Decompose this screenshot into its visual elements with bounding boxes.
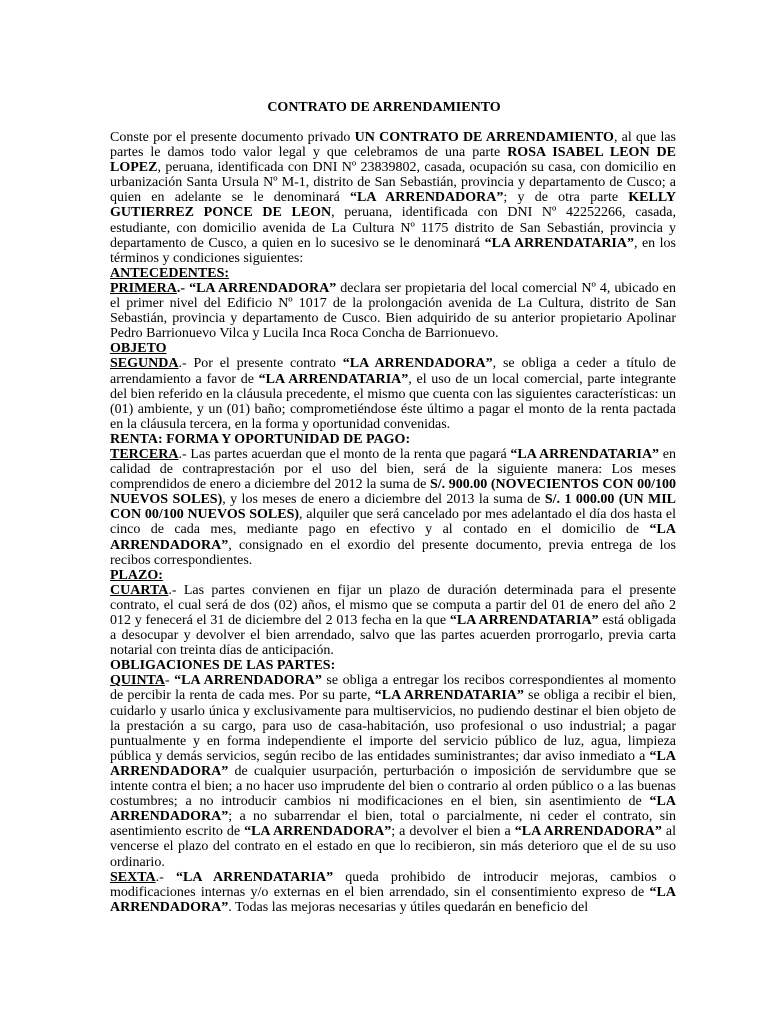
text-run: , peruana, identificada con DNI Nº 42252266, casada, estudiante, con domicilio avenida de La Cultura Nº 1175 distrito de San Sebastián, provincia y departamento de Cusco, a quien en lo sucesivo se le denominará (110, 205, 676, 251)
text-run: , peruana, identificada con DNI Nº 23839802, casada, ocupación su casa, con domicilio en urbanización Santa Ursula Nº M-1, distrito de San Sebastián, provincia y departamento de Cusco; a quien en adelante se le denominará (110, 160, 676, 206)
bold-run: “LA ARRENDADORA” (189, 280, 337, 296)
text-run: ; a devolver el bien a (391, 824, 515, 840)
bold-run: “LA ARRENDATARIA” (175, 869, 334, 885)
bold-run: “LA ARRENDATARIA” (484, 235, 634, 251)
text-run: se obliga a recibir el bien, cuidarlo y usarlo única y exclusivamente para multiservicios, no pudiendo destinar el bien objeto de la prestación a su cargo, para uso de casa-habitación, uso profesional o uso industrial; a pagar puntualmente y en forma independiente el importe del servicio público de luz, agua, limpieza pública y demás servicios, según recibo de las entidades suministrantes; dar aviso inmediato a (110, 688, 676, 764)
bold-run: “LA ARRENDADORA” (342, 356, 493, 372)
bold-run: “LA ARRENDATARIA” (374, 688, 524, 704)
clause-cuarta (110, 583, 676, 658)
text-run: , el uso de un local comercial, parte integrante del bien referido en la cláusula precedente, el mismo que cuenta con las siguientes características: un (01) ambiente, y un (01) baño; comprometiéndose éste último a pagar el monto de la renta pactada en la cláusula tercera, en la forma y oportunidad convenidas. (110, 371, 676, 432)
text-run: .- Las partes acuerdan que el monto de la renta que pagará (178, 446, 511, 462)
text-run: al vencerse el plazo del contrato en el estado en que lo recibieron, sin más deterioro que el de su uso ordinario. (110, 824, 677, 870)
intro-paragraph (110, 130, 676, 266)
bold-run: “LA ARRENDADORA” (110, 522, 676, 553)
text-run: está obligada a desocupar y devolver el bien arrendado, salvo que las partes acuerden prorrogarlo, previa carta notarial con treinta días de anticipación. (110, 613, 676, 659)
clause-label: TERCERA (110, 446, 179, 462)
document-title: CONTRATO DE ARRENDAMIENTO (267, 100, 501, 115)
text-run: Conste por el presente documento privado (110, 130, 355, 145)
text-run: en calidad de contraprestación por el uso del bien, será de la siguiente manera: Los meses comprendidos de enero a diciembre del 2012 la suma de (110, 446, 676, 493)
bold-run: “LA ARRENDATARIA” (258, 371, 409, 387)
bold-run: “LA ARRENDATARIA” (449, 613, 599, 628)
clause-label: CUARTA (110, 582, 169, 598)
text-run: .- Las partes convienen en fijar un plazo de duración determinada para el presente contrato, el cual será de dos (02) años, el mismo que se computa a partir del 01 de enero del año 2 012 y fenecerá el 31 de diciembre del 2 013 fecha en la que (110, 582, 676, 628)
bold-run: “LA ARRENDADORA” (174, 673, 322, 689)
text-run: declara ser propietaria del local comercial Nº 4, ubicado en el primer nivel del Edificio Nº 1017 de la prolongación avenida de La Cultura, distrito de San Sebastián, provincia y departamento de Cusco. Bien adquirido de su anterior propietario Apolinar Pedro Barrionuevo Vilca y Lucila Inca Roca Concha de Barrionuevo. (110, 280, 676, 342)
clause-tercera (110, 447, 676, 568)
clause-label: SEGUNDA (110, 356, 179, 372)
clause-label: QUINTA (110, 673, 165, 689)
text-run: .- (155, 869, 176, 885)
bold-run: UN CONTRATO DE ARRENDAMIENTO (354, 130, 614, 145)
text-run: , alquiler que será cancelado por mes adelantado el día dos hasta el cinco de cada mes, mediante pago en efectivo y al contado en el domicilio de (110, 507, 676, 538)
party-name-arrendadora: ROSA ISABEL LEON DE LOPEZ (110, 145, 676, 176)
bold-run: “LA ARRENDADORA” (110, 884, 676, 915)
section-heading-plazo: PLAZO: (110, 567, 163, 583)
bold-run: “LA ARRENDADORA” (514, 824, 662, 840)
bold-run: “LA ARRENDADORA” (110, 748, 676, 779)
bold-run: “LA ARRENDADORA” (350, 190, 504, 206)
bold-run: “LA ARRENDADORA” (110, 794, 676, 825)
text-run: , al que las partes le damos todo valor legal y que celebramos de una parte (110, 130, 676, 161)
clause-label: SEXTA (110, 869, 156, 885)
text-run: , consignado en el exordio del presente documento, previa entrega de los recibos correspondientes. (110, 537, 676, 568)
text-run: . Todas las mejoras necesarias y útiles quedarán en beneficio del (228, 899, 589, 915)
section-heading-obligaciones: OBLIGACIONES DE LAS PARTES: (110, 658, 336, 674)
section-heading-renta: RENTA: FORMA Y OPORTUNIDAD DE PAGO: (110, 431, 411, 447)
amount-2013: S/. 1 000.00 (UN MIL CON 00/100 NUEVOS SOLES) (110, 492, 676, 523)
clause-quinta (110, 673, 676, 869)
text-run: ; a no subarrendar el bien, total o parcialmente, ni ceder el contrato, sin asentimiento escrito de (110, 809, 676, 840)
party-name-arrendataria: KELLY GUTIERREZ PONCE DE LEON (110, 190, 677, 221)
text-run: , en los términos y condiciones siguientes: (110, 235, 676, 266)
text-run: .- Por el presente contrato (178, 356, 343, 372)
text-run: - (164, 673, 175, 689)
text-run: se obliga a entregar los recibos correspondientes al momento de percibir la renta de cada mes. Por su parte, (110, 673, 676, 704)
text-run: .- (176, 280, 190, 296)
text-run: , y los meses de enero a diciembre del 2013 la suma de (222, 492, 545, 508)
amount-2012: S/. 900.00 (NOVECIENTOS CON 00/100 NUEVOS SOLES) (110, 477, 676, 508)
text-run: ; y de otra parte (503, 190, 629, 206)
text-run: , se obliga a ceder a título de arrendamiento a favor de (110, 356, 676, 387)
clause-sexta (110, 870, 676, 915)
section-heading-objeto: OBJETO (110, 341, 167, 357)
bold-run: “LA ARRENDADORA” (244, 824, 392, 840)
clause-label: PRIMERA (110, 280, 177, 296)
bold-run: “LA ARRENDATARIA” (510, 446, 660, 462)
section-heading-antecedentes: ANTECEDENTES: (110, 265, 230, 281)
clause-segunda (110, 356, 676, 431)
text-run: queda prohibido de introducir mejoras, cambios o modificaciones internas y/o externas en el bien arrendado, sin el consentimiento expreso de (110, 869, 676, 900)
clause-primera (110, 281, 676, 341)
document-body (110, 130, 676, 915)
text-run: de cualquier usurpación, perturbación o imposición de servidumbre que se intente contra el bien; a no hacer uso imprudente del bien o contrario al orden público o a las buenas costumbres; a no introducir cambios ni modificaciones en el bien, sin asentimiento de (110, 763, 676, 810)
